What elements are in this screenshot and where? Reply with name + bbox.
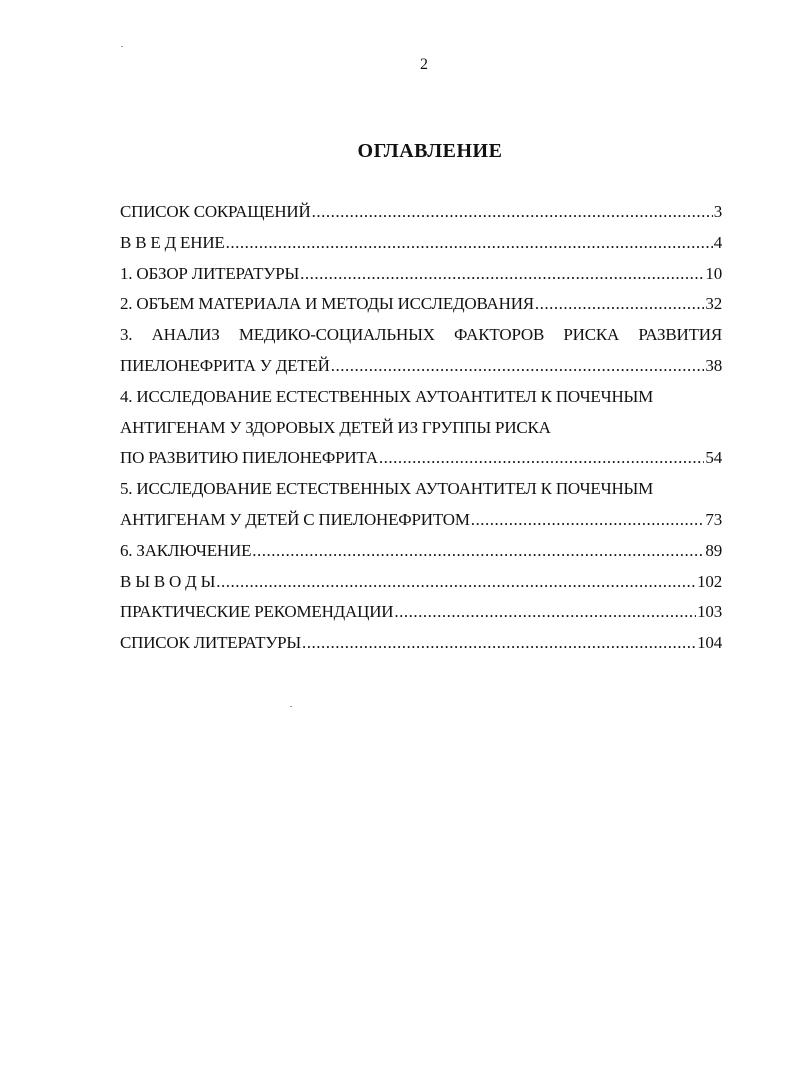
page-number: 2 [420,56,428,73]
dot-leader [216,571,696,593]
toc-entry-page: 102 [697,571,722,591]
toc-entry-page: 10 [705,263,722,283]
toc-entry-title: В В Е Д ЕНИЕ [120,232,225,252]
toc-entry-page: 89 [705,540,722,560]
toc-entry-title: ПО РАЗВИТИЮ ПИЕЛОНЕФРИТА [120,448,378,468]
toc-entry-title: 3. АНАЛИЗ МЕДИКО-СОЦИАЛЬНЫХ ФАКТОРОВ РИСКА РАЗВИТИЯ [120,325,722,345]
scan-speck [121,46,123,47]
dot-leader [300,263,704,285]
toc-entry-title: АНТИГЕНАМ У ЗДОРОВЫХ ДЕТЕЙ ИЗ ГРУППЫ РИСКА [120,417,551,437]
toc-entry [120,540,722,571]
dot-leader [302,632,696,654]
toc-entry-line [120,417,722,448]
dot-leader [331,355,705,377]
table-of-contents [120,201,722,663]
dot-leader [312,201,713,223]
toc-entry-page: 103 [697,602,722,622]
dot-leader [394,601,696,623]
toc-entry-title: В Ы В О Д Ы [120,571,216,591]
toc-entry-page: 4 [713,232,722,252]
toc-entry-title: СПИСОК СОКРАЩЕНИЙ [120,202,311,221]
toc-entry [120,509,722,540]
toc-entry-title: 2. ОБЪЕМ МАТЕРИАЛА И МЕТОДЫ ИССЛЕДОВАНИЯ [120,294,534,314]
toc-entry-title: АНТИГЕНАМ У ДЕТЕЙ С ПИЕЛОНЕФРИТОМ [120,509,470,529]
toc-entry [120,355,722,386]
dot-leader [471,509,705,531]
toc-entry-title: 4. ИССЛЕДОВАНИЕ ЕСТЕСТВЕННЫХ АУТОАНТИТЕЛ К ПОЧЕЧНЫМ [120,386,654,406]
toc-entry [120,293,722,324]
dot-leader [252,540,704,562]
toc-entry-title: 1. ОБЗОР ЛИТЕРАТУРЫ [120,263,300,283]
page-title: ОГЛАВЛЕНИЕ [357,140,503,162]
toc-entry [120,263,722,294]
toc-entry [120,571,722,602]
dot-leader [226,232,713,254]
toc-entry-page: 104 [697,633,722,653]
toc-entry-page: 3 [713,202,722,221]
toc-entry-page: 54 [705,448,722,468]
toc-entry-line [120,386,722,417]
toc-entry-title: ПИЕЛОНЕФРИТА У ДЕТЕЙ [120,355,330,375]
toc-entry [120,232,722,263]
toc-entry [120,632,722,663]
toc-entry-line [120,478,722,509]
toc-entry [120,447,722,478]
toc-entry-page: 32 [705,294,722,314]
toc-entry [120,601,722,632]
toc-entry [120,201,722,232]
scan-speck [290,706,292,707]
toc-entry-page: 73 [705,509,722,529]
toc-entry-line [120,324,722,355]
toc-entry-title: ПРАКТИЧЕСКИЕ РЕКОМЕНДАЦИИ [120,602,394,622]
toc-entry-title: СПИСОК ЛИТЕРАТУРЫ [120,633,302,653]
toc-entry-title: 5. ИССЛЕДОВАНИЕ ЕСТЕСТВЕННЫХ АУТОАНТИТЕЛ К ПОЧЕЧНЫМ [120,479,654,499]
toc-entry-page: 38 [705,355,722,375]
dot-leader [535,293,704,315]
toc-entry-title: 6. ЗАКЛЮЧЕНИЕ [120,540,252,560]
dot-leader [379,447,705,469]
